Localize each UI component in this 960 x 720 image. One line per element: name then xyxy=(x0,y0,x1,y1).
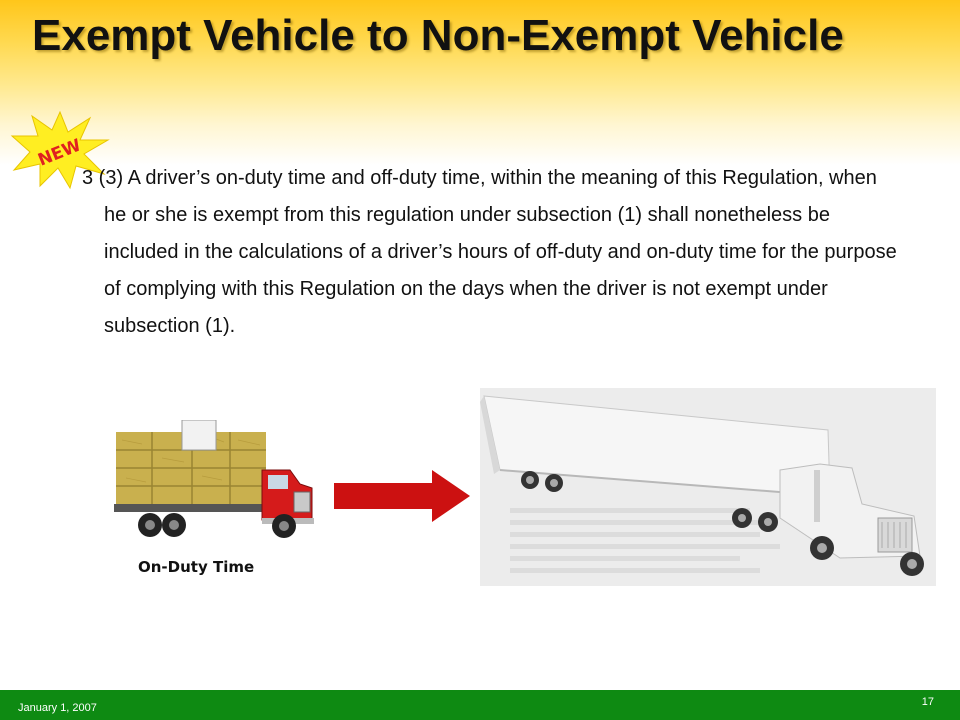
hay-truck-image xyxy=(112,420,317,545)
slide-title: Exempt Vehicle to Non-Exempt Vehicle xyxy=(32,11,844,60)
on-duty-time-caption: On-Duty Time xyxy=(138,558,255,576)
right-arrow-icon xyxy=(334,470,474,522)
semi-truck-image xyxy=(480,388,936,586)
page-number: 17 xyxy=(921,696,934,708)
footer-bar xyxy=(0,690,960,720)
regulation-text: 3 (3) A driver’s on-duty time and off-duty time, within the meaning of this Regulation, when he or she is exempt from this regulation under subsection (1) shall nonetheless be included in the calculations of a driver’s hours of off-duty and on-duty time for the purpose of complying with this Regulation on the days when the driver is not exempt under subsection (1). xyxy=(82,167,897,337)
new-badge-text: NEW xyxy=(35,135,85,171)
footer-date: January 1, 2007 xyxy=(18,702,97,714)
